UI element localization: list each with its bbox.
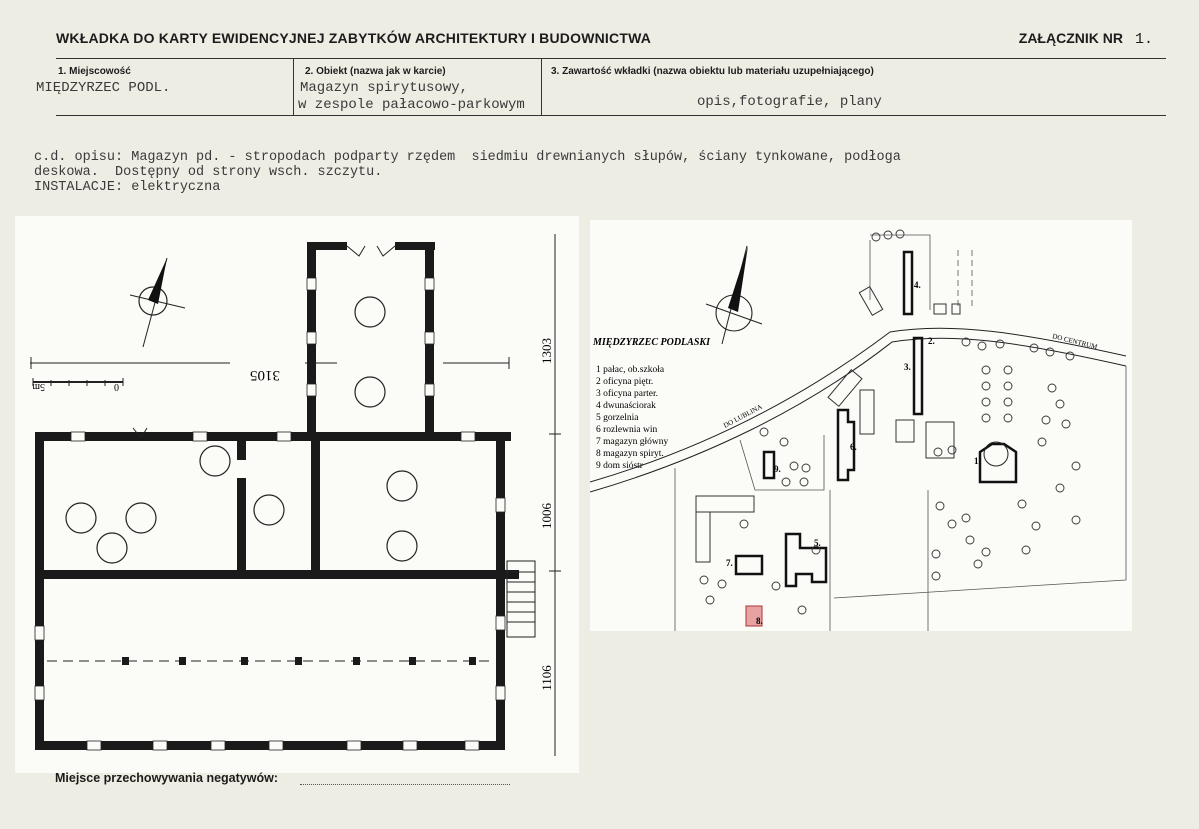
dim-bottom: 1106 (539, 665, 554, 691)
building-number: 3. (904, 362, 911, 372)
attachment-label: ZAŁĄCZNIK NR (1018, 30, 1123, 46)
description (34, 150, 901, 195)
building-number: 4. (914, 280, 921, 290)
buildings (736, 252, 1016, 586)
road (590, 328, 1126, 492)
legend-item: 5 gorzelnia (596, 413, 639, 423)
staircase (507, 561, 535, 637)
building-number: 7. (726, 558, 733, 568)
legend-item: 3 oficyna parter. (596, 389, 658, 399)
site-north-arrow-icon (706, 246, 762, 344)
legend-item: 8 magazyn spiryt. (596, 449, 664, 459)
content-label: 3. Zawartość wkładki (nazwa obiektu lub materiału uzupełniającego) (551, 66, 874, 77)
building-number: 1. (974, 456, 981, 466)
building-number: 2. (928, 336, 935, 346)
scale-bar (32, 378, 123, 392)
scale-zero: 0 (114, 381, 119, 392)
description-line2: deskowa. Dostępny od strony wsch. szczytu. (34, 165, 383, 180)
negatives-label: Miejsce przechowywania negatywów: (55, 771, 278, 785)
legend-item: 4 dwunaściorak (596, 401, 656, 411)
floor-plan-drawing (15, 216, 579, 773)
object-value-line1: Magazyn spirytusowy, (300, 80, 469, 96)
description-line1: c.d. opisu: Magazyn pd. - stropodach podparty rzędem siedmiu drewnianych słupów, ściany tynkowane, podłoga (34, 150, 901, 165)
legend-item: 7 magazyn główny (596, 437, 669, 447)
sheet-title: WKŁADKA DO KARTY EWIDENCYJNEJ ZABYTKÓW ARCHITEKTURY I BUDOWNICTWA (56, 30, 652, 46)
legend-item: 1 pałac, ob.szkoła (596, 365, 665, 375)
field-divider-2 (541, 58, 542, 116)
locality-label: 1. Miejscowość (58, 66, 131, 77)
site-legend (596, 365, 669, 471)
negatives-field (300, 784, 510, 785)
building-number: 5. (814, 538, 821, 548)
header-rule-bottom (56, 115, 1166, 116)
dim-top: 1303 (539, 338, 554, 364)
dim-mid: 1006 (539, 503, 554, 529)
dim-width: 3105 (250, 367, 280, 383)
legend-item: 2 oficyna piętr. (596, 377, 654, 387)
building-number: 6. (850, 442, 857, 452)
property-lines (675, 235, 1126, 631)
legend-item: 9 dom sióstr (596, 461, 643, 471)
road-label-centrum: DO CENTRUM (1051, 332, 1099, 352)
site-plan-drawing (590, 220, 1132, 631)
north-arrow-icon (130, 258, 185, 347)
field-divider-1 (293, 58, 294, 116)
attachment-value: 1. (1134, 31, 1153, 48)
scale-label: 5m (32, 381, 45, 392)
building-number: 8. (756, 616, 763, 626)
description-line3: INSTALACJE: elektryczna (34, 180, 221, 195)
windows (35, 278, 505, 750)
header-rule-top (56, 58, 1166, 59)
road-label-lublin: DO LUBLINA (722, 402, 764, 430)
site-plan-photo (590, 220, 1132, 631)
building-number: 9. (774, 464, 781, 474)
object-label: 2. Obiekt (nazwa jak w karcie) (305, 66, 446, 77)
legend-item: 6 rozlewnia win (596, 425, 658, 435)
locality-value: MIĘDZYRZEC PODL. (36, 80, 171, 96)
doors (133, 246, 395, 438)
attachment-number (1019, 30, 1153, 48)
floor-plan-photo (15, 216, 579, 773)
park-roundel (984, 442, 1008, 466)
site-plan-title: MIĘDZYRZEC PODLASKI (593, 337, 710, 348)
content-value: opis,fotografie, plany (697, 94, 882, 110)
object-value-line2: w zespole pałacowo-parkowym (298, 97, 525, 113)
building-walls (35, 242, 519, 750)
